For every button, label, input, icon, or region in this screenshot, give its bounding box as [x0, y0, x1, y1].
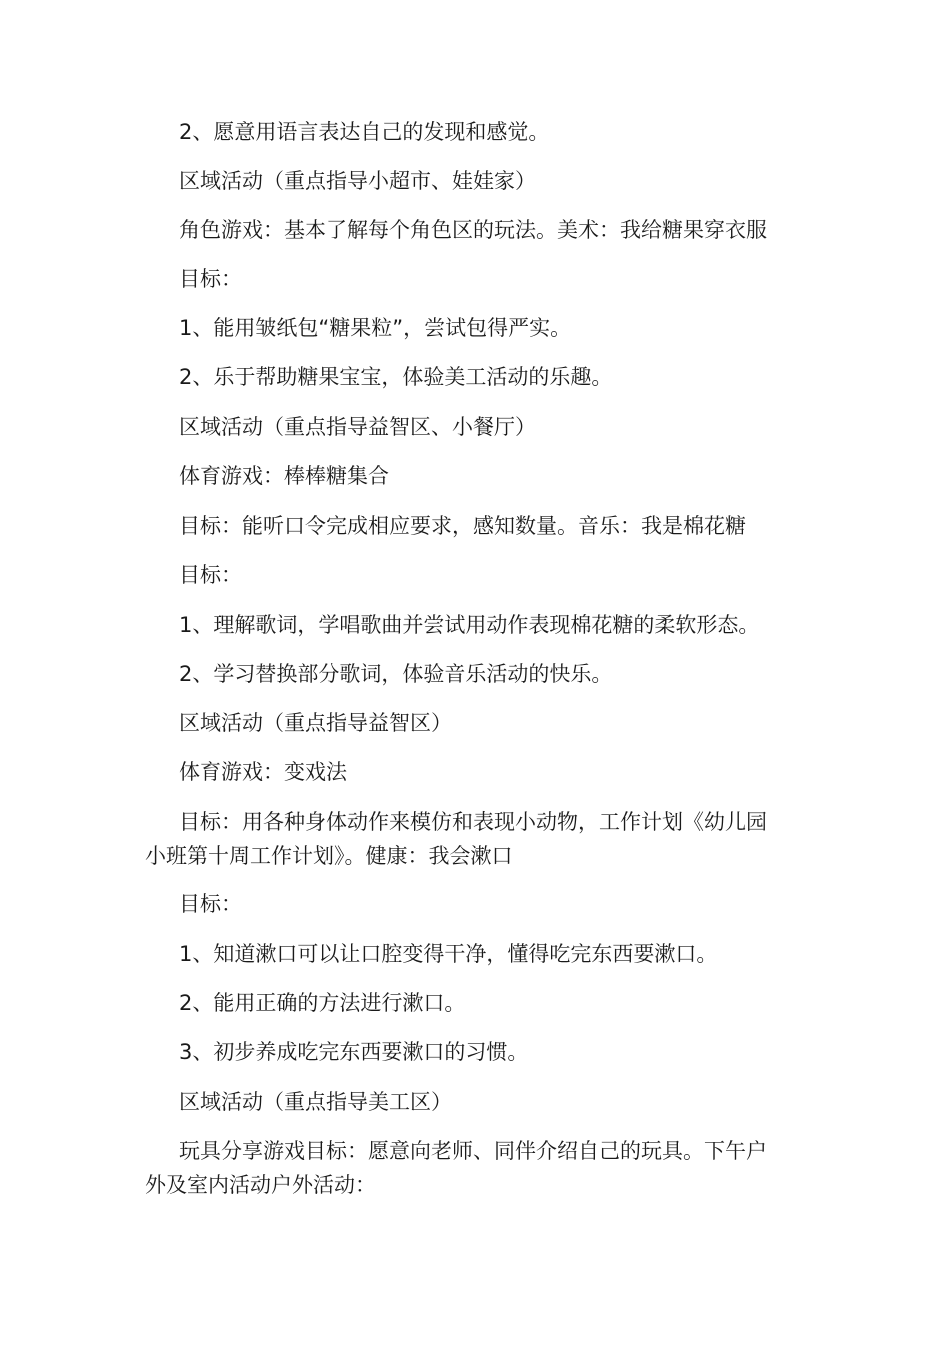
text-line: 目标： — [179, 892, 242, 916]
text-line: 玩具分享游戏目标：愿意向老师、同伴介绍自己的玩具。下午户 — [179, 1139, 767, 1163]
text-line: 3、初步养成吃完东西要漱口的习惯。 — [179, 1040, 529, 1064]
text-line: 小班第十周工作计划》。健康：我会漱口 — [145, 844, 513, 868]
text-line: 区域活动（重点指导益智区） — [179, 711, 452, 735]
text-line: 角色游戏：基本了解每个角色区的玩法。美术：我给糖果穿衣服 — [179, 218, 767, 242]
text-line: 2、能用正确的方法进行漱口。 — [179, 991, 466, 1015]
text-line: 体育游戏：棒棒糖集合 — [179, 464, 389, 488]
text-line: 1、能用皱纸包“糖果粒”，尝试包得严实。 — [179, 316, 572, 340]
text-line: 目标：用各种身体动作来模仿和表现小动物，工作计划《幼儿园 — [179, 810, 767, 834]
text-line: 体育游戏：变戏法 — [179, 760, 347, 784]
text-line: 目标：能听口令完成相应要求，感知数量。音乐：我是棉花糖 — [179, 514, 746, 538]
text-line: 外及室内活动户外活动： — [145, 1173, 376, 1197]
text-line: 2、愿意用语言表达自己的发现和感觉。 — [179, 120, 550, 144]
text-line: 区域活动（重点指导美工区） — [179, 1090, 452, 1114]
text-line: 目标： — [179, 267, 242, 291]
text-line: 2、学习替换部分歌词，体验音乐活动的快乐。 — [179, 662, 613, 686]
text-line: 2、乐于帮助糖果宝宝，体验美工活动的乐趣。 — [179, 365, 613, 389]
text-line: 1、知道漱口可以让口腔变得干净，懂得吃完东西要漱口。 — [179, 942, 718, 966]
text-line: 1、理解歌词，学唱歌曲并尝试用动作表现棉花糖的柔软形态。 — [179, 613, 760, 637]
text-line: 区域活动（重点指导小超市、娃娃家） — [179, 169, 536, 193]
text-line: 目标： — [179, 563, 242, 587]
text-line: 区域活动（重点指导益智区、小餐厅） — [179, 415, 536, 439]
